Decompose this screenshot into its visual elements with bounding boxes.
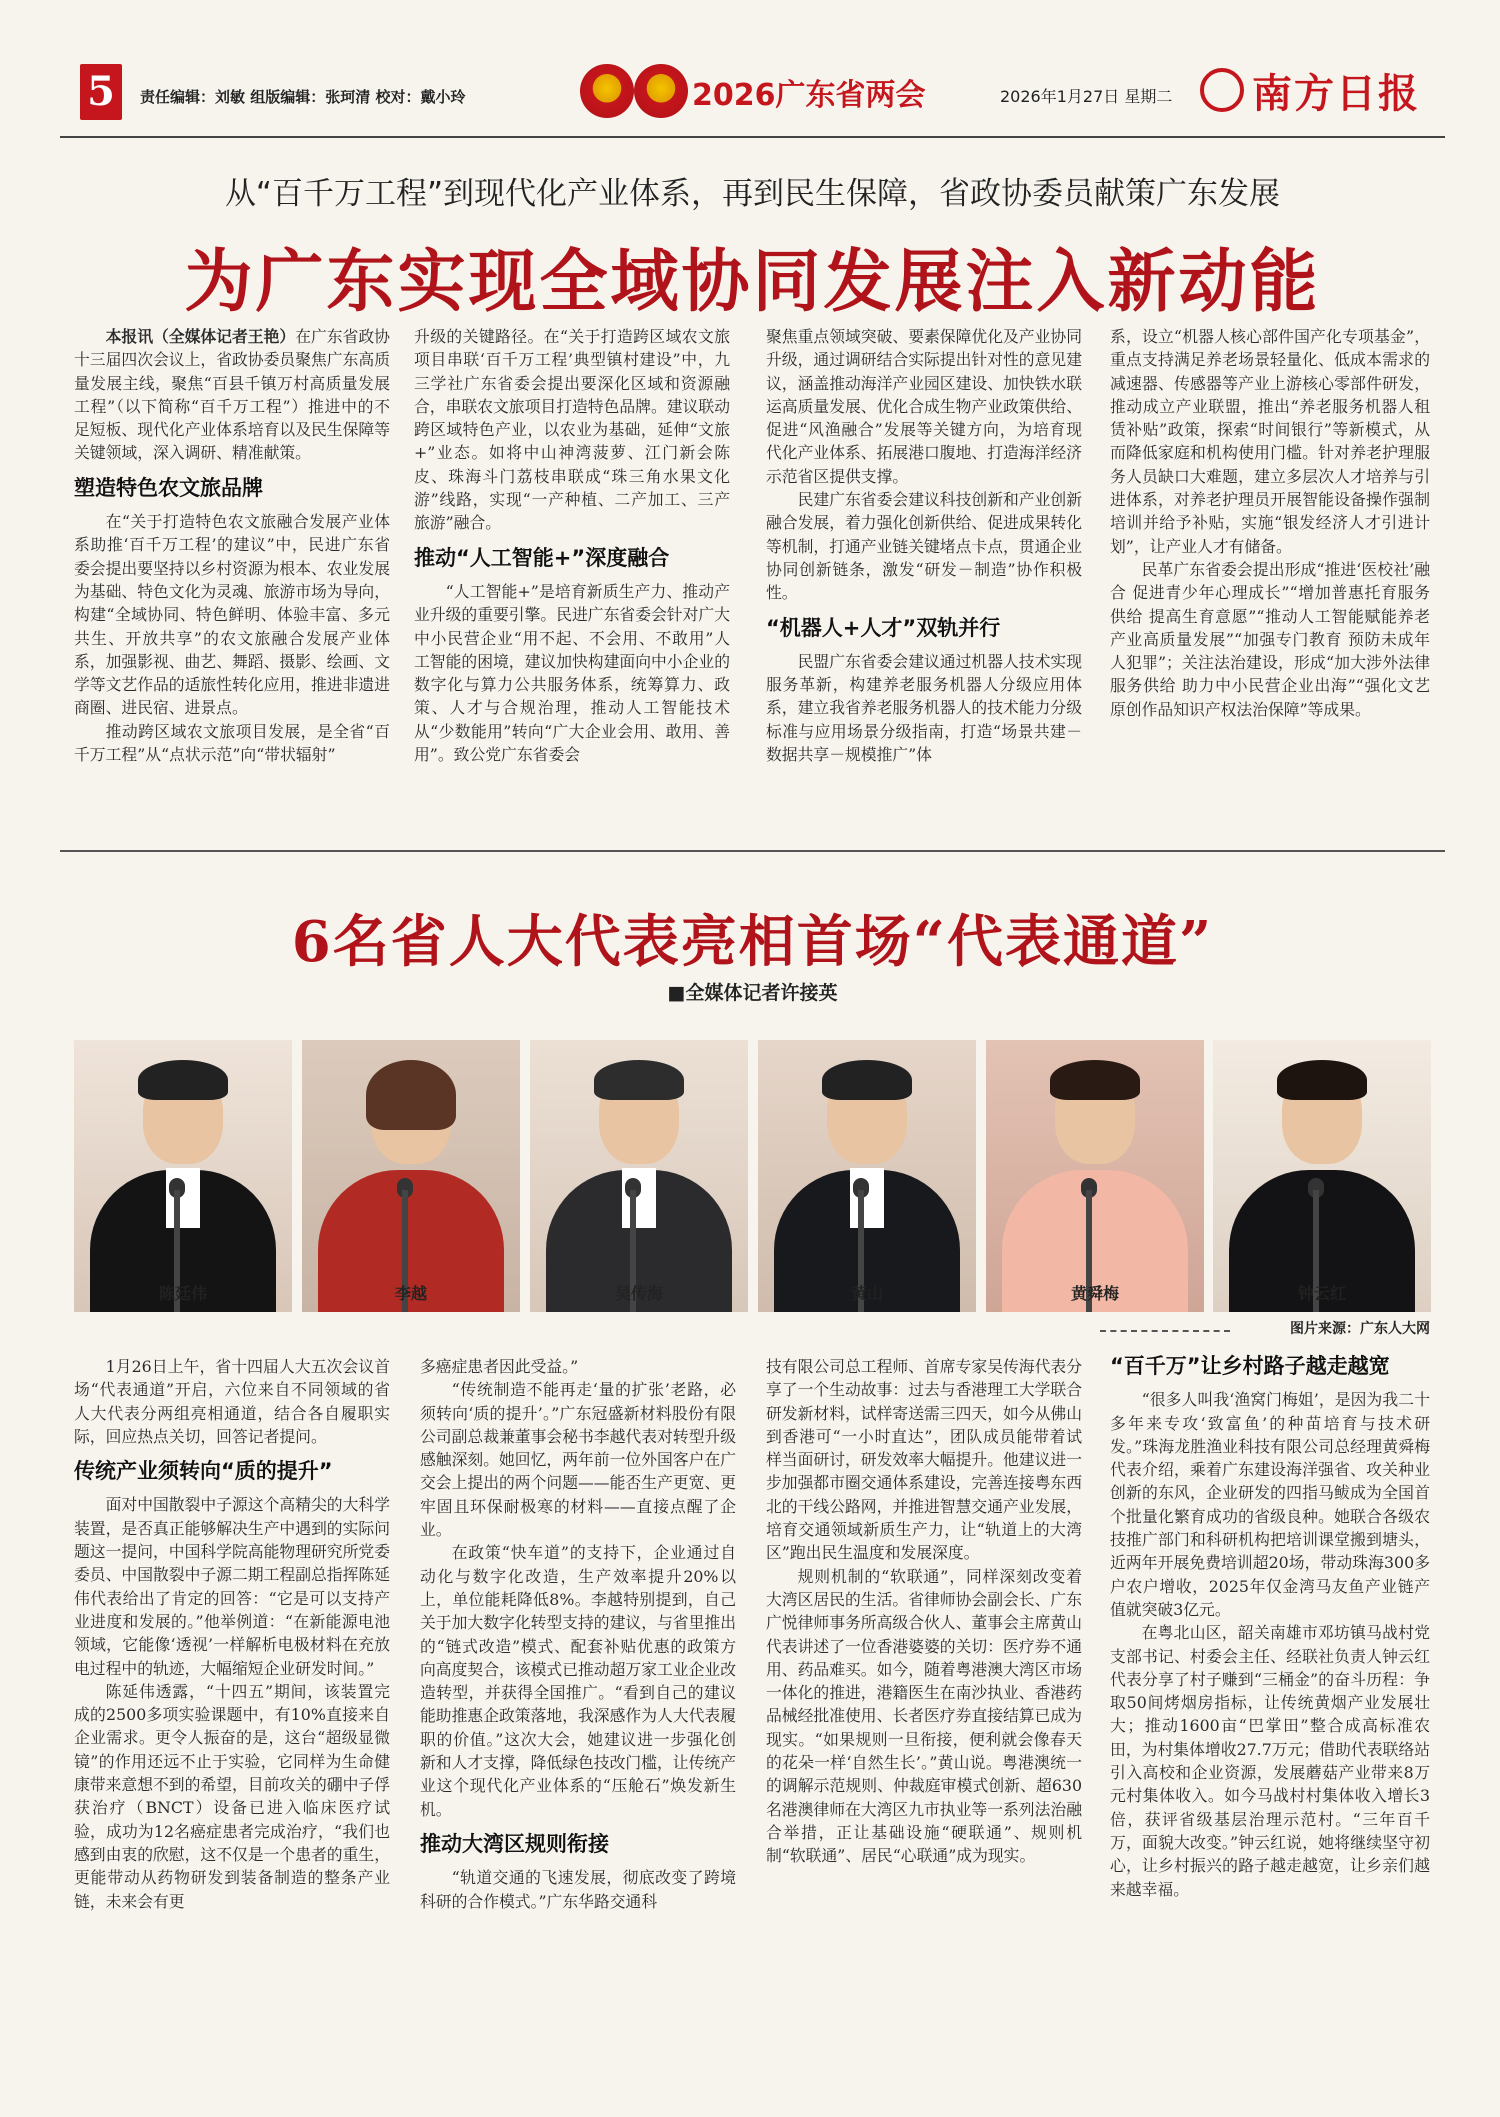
national-emblem-icon [580, 64, 634, 118]
cppcc-emblem-icon [634, 64, 688, 118]
delegate-photo [530, 1040, 748, 1312]
editor-credits: 责任编辑：刘敏 组版编辑：张珂清 校对：戴小玲 [140, 88, 466, 106]
delegate-shirt [622, 1168, 656, 1228]
article2-col-2 [420, 1355, 736, 1913]
delegate-hair [1277, 1060, 1367, 1100]
header-rule [60, 136, 1445, 138]
paragraph: 民建广东省委会建议科技创新和产业创新融合发展，着力强化创新供给、促进成果转化等机制，打通产业链关键堵点卡点，贯通企业协同创新链条，激发“研发－制造”协作积极性。 [766, 490, 1082, 603]
article1-col-4 [1110, 325, 1430, 721]
article2-col-4 [1110, 1355, 1430, 1901]
photo-caption: 吴传海 [614, 1284, 663, 1303]
article1-col-1 [74, 325, 390, 766]
section-heading: “机器人+人才”双轨并行 [766, 615, 1001, 640]
delegate-shirt [850, 1168, 884, 1228]
delegate-photos [74, 1040, 1431, 1312]
article1-col-3 [766, 325, 1082, 766]
delegate-hair [138, 1060, 228, 1100]
paragraph: 民盟广东省委会建议通过机器人技术实现服务革新，构建养老服务机器人分级应用体系，建立我省养老服务机器人的技术能力分级标准与应用场景分级指南，打造“场景共建－数据共享－规模推广”体 [766, 651, 1082, 765]
section-divider [60, 850, 1445, 852]
issue-date: 2026年1月27日 星期二 [1000, 87, 1173, 106]
paragraph: 1月26日上午，省十四届人大五次会议首场“代表通道”开启，六位来自不同领域的省人大代表分两组亮相通道，结合各自履职实际，回应热点关切，回答记者提问。 [74, 1357, 390, 1446]
paragraph: 规则机制的“软联通”，同样深刻改变着大湾区居民的生活。省律师协会副会长、广东广悦律师事务所高级合伙人、董事会主席黄山代表讲述了一位香港婆婆的关切：医疗券不通用、药品难买。如今，随着粤港澳大湾区市场一体化的推进，港籍医生在南沙执业、香港药品械经批准使用、长者医疗券直接结算已成为现实。“如果规则一旦衔接，便利就会像春天的花朵一样‘自然生长’。”黄山说。粤港澳统一的调解示范规则、仲裁庭审模式创新、超630名港澳律师在大湾区九市执业等一系列法治融合举措，正让基础设施“硬联通”、规则机制“软联通”、居民“心联通”成为现实。 [766, 1566, 1082, 1866]
newspaper-logo [1200, 62, 1445, 118]
article2-byline: ■全媒体记者许接英 [667, 982, 838, 1004]
paragraph: 多癌症患者因此受益。” [420, 1357, 579, 1376]
photo-caption: 李越 [394, 1284, 427, 1303]
paragraph: 技有限公司总工程师、首席专家吴传海代表分享了一个生动故事：过去与香港理工大学联合研发新材料，试样寄送需三四天，如今从佛山到香港可“一小时直达”，团队成员能带着试样当面研讨，研发效率大幅提升。他建议进一步加强都市圈交通体系建设，完善连接粤东西北的干线公路网，并推进智慧交通产业发展，培育交通领域新质生产力，让“轨道上的大湾区”跑出民生温度和发展深度。 [766, 1357, 1082, 1563]
session-title: 2026广东省两会 [692, 78, 926, 113]
delegate-hair [1050, 1060, 1140, 1100]
section-heading: 推动“人工智能+”深度融合 [414, 545, 670, 570]
page-header [60, 56, 1445, 126]
article1-subtitle: 从“百千万工程”到现代化产业体系，再到民生保障，省政协委员献策广东发展 [224, 176, 1281, 212]
paragraph: “很多人叫我‘渔窝门梅姐’，是因为我二十多年来专攻‘致富鱼’的种苗培育与技术研发。”珠海龙胜渔业科技有限公司总经理黄舜梅代表介绍，乘着广东建设海洋强省、攻关种业创新的东风，企业研发的四指马鲅成为全国首个批量化繁育成功的省级良种。她联合各级农技推广部门和科研机构把培训课堂搬到塘头，近两年开展免费培训超20场，带动珠海300多户农户增收，2025年仅金湾马友鱼产业链产值就突破3亿元。 [1110, 1390, 1430, 1619]
section-heading: 塑造特色农文旅品牌 [74, 475, 263, 500]
paragraph: 民革广东省委会提出形成“推进‘医校社’融合 促进青少年心理成长”“增加普惠托育服务供给 提高生育意愿”“推动人工智能赋能养老产业高质量发展”“加强专门教育 预防未成年人犯罪”；关注法治建设，形成“加大涉外法律服务供给 助力中小民营企业出海”“强化文艺原创作品知识产权法治保障”等成果。 [1110, 559, 1430, 719]
article2-col-3 [766, 1355, 1082, 1868]
article1-title: 为广东实现全域协同发展注入新动能 [184, 242, 1321, 322]
article1-lead: 本报讯（全媒体记者王艳） [105, 327, 296, 346]
paragraph: 在“关于打造特色农文旅融合发展产业体系助推‘百千万工程’的建议”中，民进广东省委会提出要坚持以乡村资源为根本、农业发展为基础、特色文化为灵魂、旅游市场为导向，构建“全域协同、特色鲜明、体验丰富、多元共生、开放共享”的农文旅融合发展产业体系，加强影视、曲艺、舞蹈、摄影、绘画、文学等文艺作品的适旅性转化应用，推进非遗进商圈、进民宿、进景点。 [74, 512, 390, 718]
delegate-hair [594, 1060, 684, 1100]
delegate-hair [822, 1060, 912, 1100]
paragraph: “人工智能+”是培育新质生产力、推动产业升级的重要引擎。民进广东省委会针对广大中小民营企业“用不起、不会用、不敢用”人工智能的困境，建议加快构建面向中小企业的数字化与算力公共服务体系，统筹算力、政策、人才与合规治理，推动人工智能技术从“少数能用”转向“广大企业会用、敢用、善用”。致公党广东省委会 [414, 581, 730, 765]
paragraph: 在广东省政协十三届四次会议上，省政协委员聚焦广东高质量发展主线，聚焦“百县千镇万村高质量发展工程”（以下简称“百千万工程”）推进中的不足短板、现代化产业体系培育以及民生保障等关键领域，深入调研、精准献策。 [74, 327, 390, 463]
delegate-photo [302, 1040, 520, 1312]
delegate-hair [366, 1060, 456, 1130]
delegate-photo [758, 1040, 976, 1312]
article1-col-2 [414, 325, 730, 766]
delegate-photo [1213, 1040, 1431, 1312]
paragraph: 升级的关键路径。在“关于打造跨区域农文旅项目串联‘百千万工程’典型镇村建设”中，九三学社广东省委会提出要深化区域和资源融合，串联农文旅项目打造特色品牌。建议联动跨区域特色产业，以农业为基础，延伸“文旅+”业态。如将中山神湾菠萝、江门新会陈皮、珠海斗门荔枝串联成“珠三角水果文化游”线路，实现“一产种植、二产加工、三产旅游”融合。 [414, 327, 730, 533]
paragraph: “轨道交通的飞速发展，彻底改变了跨境科研的合作模式。”广东华路交通科 [420, 1868, 736, 1911]
paragraph: 聚焦重点领域突破、要素保障优化及产业协同升级，通过调研结合实际提出针对性的意见建议，涵盖推动海洋产业园区建设、加快铁水联运高质量发展、优化合成生物产业政策供给、促进“风渔融合”发展等关键方向，为培育现代化产业体系、拓展港口腹地、打造海洋经济示范省区提供支撑。 [766, 327, 1082, 486]
page-number: 5 [80, 64, 122, 120]
paragraph: 推动跨区域农文旅项目发展，是全省“百千万工程”从“点状示范”向“带状辐射” [74, 721, 390, 765]
section-heading: “百千万”让乡村路子越走越宽 [1110, 1354, 1390, 1378]
emblems [580, 64, 690, 124]
logo-text: 南方日报 [1252, 70, 1420, 117]
photo-caption: 黄舜梅 [1070, 1284, 1119, 1303]
logo-swirl-icon [1200, 68, 1244, 112]
paragraph: 面对中国散裂中子源这个高精尖的大科学装置，是否真正能够解决生产中遇到的实际问题这一提问，中国科学院高能物理研究所党委委员、中国散裂中子源二期工程副总指挥陈延伟代表给出了肯定的回答：“它是可以支持产业进度和发展的。”他举例道：“在新能源电池领域，它能像‘透视’一样解析电极材料在充放电过程中的轨迹，大幅缩短企业研发时间。” [74, 1495, 390, 1678]
article2-title: 6名省人大代表亮相首场“代表通道” [291, 909, 1214, 975]
photo-caption: 陈廷伟 [158, 1284, 207, 1303]
delegate-photo [986, 1040, 1204, 1312]
paragraph: 在粤北山区，韶关南雄市邓坊镇马战村党支部书记、村委会主任、经联社负责人钟云红代表分享了村子赚到“三桶金”的奋斗历程：争取50间烤烟房指标，让传统黄烟产业发展壮大；推动1600亩“巴掌田”整合成高标准农田，为村集体增收27.7万元；借助代表联络站引入高校和企业资源，发展蘑菇产业带来8万元村集体收入。如今马战村村集体收入增长3倍，获评省级基层治理示范村。“三年百千万，面貌大改变。”钟云红说，她将继续坚守初心，让乡村振兴的路子越走越宽，让乡亲们越来越幸福。 [1110, 1623, 1430, 1899]
paragraph: “传统制造不能再走‘量的扩张’老路，必须转向‘质的提升’。”广东冠盛新材料股份有限公司副总裁兼董事会秘书李越代表对转型升级感触深刻。她回忆，两年前一位外国客户在广交会上提出的两个问题——能否生产更宽、更牢固且环保耐极寒的材料——直接点醒了企业。 [420, 1380, 736, 1540]
paragraph: 系，设立“机器人核心部件国产化专项基金”，重点支持满足养老场景轻量化、低成本需求的减速器、传感器等产业上游核心零部件研发，推动成立产业联盟，推出“养老服务机器人租赁补贴”政策，探索“时间银行”等新模式，从而降低家庭和机构使用门槛。针对养老护理服务人员缺口大难题，建立多层次人才培养与引进体系，对养老护理员开展智能设备操作强制培训并给予补贴，实施“银发经济人才引进计划”，让产业人才有储备。 [1110, 327, 1430, 556]
section-heading: 推动大湾区规则衔接 [420, 1831, 609, 1856]
paragraph: 陈延伟透露，“十四五”期间，该装置完成的2500多项实验课题中，有10%直接来自企业需求。更令人振奋的是，这台“超级显微镜”的作用还远不止于实验，它同样为生命健康带来意想不到的希望，目前攻关的硼中子俘获治疗（BNCT）设备已进入临床医疗试验，成功为12名癌症患者完成治疗，“我们也感到由衷的欣慰，这不仅是一个患者的重生，更能带动从药物研发到装备制造的整条产业链，未来会有更 [74, 1681, 390, 1911]
article2-col-1 [74, 1355, 390, 1913]
photo-caption: 黄山 [850, 1284, 883, 1303]
delegate-photo [74, 1040, 292, 1312]
delegate-shirt [166, 1168, 200, 1228]
paragraph: 在政策“快车道”的支持下，企业通过自动化与数字化改造，生产效率提升20%以上，单位能耗降低8%。李越特别提到，自己关于加大数字化转型支持的建议，与省里推出的“链式改造”模式、配套补贴优惠的政策方向高度契合，该模式已推动超万家工业企业改造转型，并获得全国推广。“看到自己的建议能助推惠企政策落地，我深感作为人大代表履职的价值。”这次大会，她建议进一步强化创新和人才支撑，降低绿色技改门槛，让传统产业这个现代化产业体系的“压舱石”焕发新生机。 [420, 1543, 736, 1819]
photo-credit: 图片来源：广东人大网 [1290, 1321, 1430, 1337]
section-heading: 传统产业须转向“质的提升” [74, 1459, 333, 1484]
photo-caption: 钟云红 [1297, 1284, 1346, 1303]
